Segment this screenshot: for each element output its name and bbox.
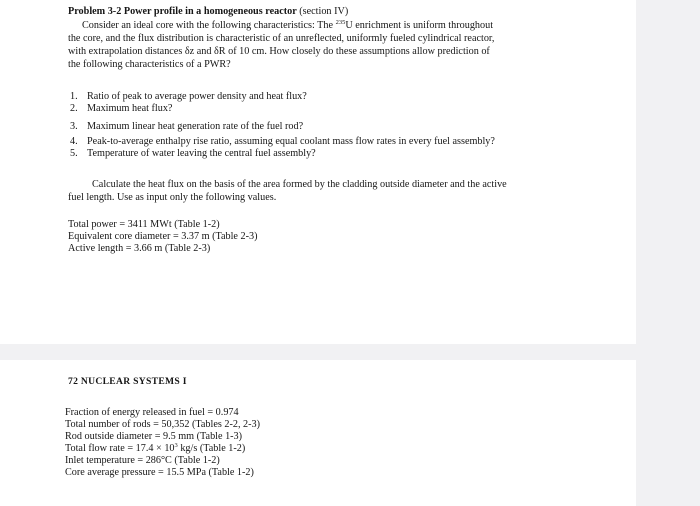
question-item: 2. Maximum heat flux? xyxy=(70,103,173,114)
intro-line-4: the following characteristics of a PWR? xyxy=(68,59,231,70)
input-value: Core average pressure = 15.5 MPa (Table 1-2) xyxy=(65,467,254,478)
question-item: 5. Temperature of water leaving the central fuel assembly? xyxy=(70,148,316,159)
problem-title xyxy=(68,6,348,18)
input-value: Inlet temperature = 286°C (Table 1-2) xyxy=(65,455,220,466)
right-margin-strip xyxy=(636,0,700,506)
problem-section: (section IV) xyxy=(299,6,349,17)
page-separator xyxy=(0,344,636,360)
page-header: 72 NUCLEAR SYSTEMS I xyxy=(68,376,187,387)
question-item: 3. Maximum linear heat generation rate of the fuel rod? xyxy=(70,121,304,132)
problem-title-text: Power profile in a homogeneous reactor xyxy=(123,6,297,17)
input-value: Total power = 3411 MWt (Table 1-2) xyxy=(68,219,220,230)
question-item: 4. Peak-to-average enthalpy rise ratio, assuming equal coolant mass flow rates in every fuel assembly? xyxy=(70,136,495,147)
input-value: Active length = 3.66 m (Table 2-3) xyxy=(68,243,211,254)
question-item: 1. Ratio of peak to average power density and heat flux? xyxy=(70,91,307,102)
input-value: Rod outside diameter = 9.5 mm (Table 1-3) xyxy=(65,431,243,442)
problem-number: Problem 3-2 xyxy=(68,6,122,17)
page-bottom xyxy=(0,360,636,506)
intro-line-2: the core, and the flux distribution is characteristic of an unreflected, uniformly fueled cylindrical reactor, xyxy=(68,33,495,44)
instruction-line-2: fuel length. Use as input only the following values. xyxy=(68,192,277,203)
intro-line-1: Consider an ideal core with the following characteristics: The $^{235}$U enrichment is uniform throughout xyxy=(82,19,494,31)
input-value: Fraction of energy released in fuel = 0.974 xyxy=(65,407,239,418)
instruction-line-1: Calculate the heat flux on the basis of the area formed by the cladding outside diameter and the active xyxy=(92,179,507,190)
input-value: Equivalent core diameter = 3.37 m (Table 2-3) xyxy=(68,231,258,242)
input-value: Total number of rods = 50,352 (Tables 2-2, 2-3) xyxy=(65,419,261,430)
input-value: Total flow rate = $17.4 \times 10^3$ kg/s (Table 1-2) xyxy=(65,442,246,454)
intro-line-3: with extrapolation distances δz and δR of 10 cm. How closely do these assumptions allow prediction of xyxy=(68,46,490,57)
